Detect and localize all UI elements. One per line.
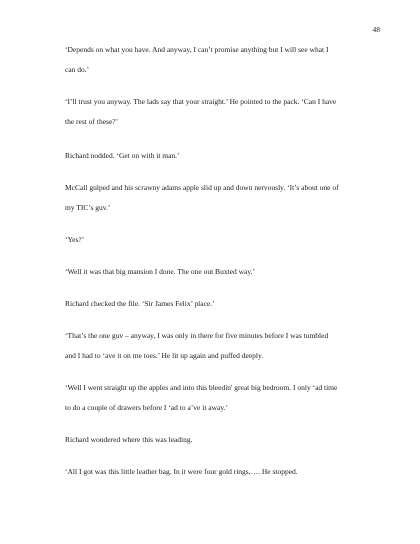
paragraph-7: [65, 299, 385, 309]
paragraph-line: to do a couple of drawers before I ‘ad to a’ve it away.’: [65, 403, 228, 412]
paragraph-line: Richard wondered where this was leading.: [65, 435, 193, 444]
paragraph-line: ‘Well I went straight up the apples and into this bleedin' great big bedroom. I only ‘ad time: [65, 383, 338, 392]
paragraph-line: McCall gulped and his scrawny adams apple slid up and down nervously. ‘It’s about one of: [65, 183, 339, 192]
paragraph-5: [65, 235, 385, 245]
paragraph-line: ‘Well it was that big mansion I done. The one out Buxted way.’: [65, 267, 255, 276]
paragraph-line: ‘Depends on what you have. And anyway, I can’t promise anything but I will see what I: [65, 45, 329, 54]
paragraph-line: my TIC’s guv.’: [65, 203, 111, 212]
paragraph-4: [65, 183, 385, 213]
paragraph-line: ‘Yes?’: [65, 235, 85, 244]
paragraph-3: [65, 151, 385, 161]
paragraph-line: ‘I’ll trust you anyway. The lads say that your straight.’ He pointed to the pack. ‘Can I have: [65, 97, 337, 106]
paragraph-10: [65, 435, 385, 445]
paragraph-1: [65, 45, 385, 75]
paragraph-2: [65, 97, 385, 127]
paragraph-8: [65, 331, 385, 361]
paragraph-line: Richard checked the file. ‘Sir James Felix’ place.’: [65, 299, 215, 308]
paragraph-6: [65, 267, 385, 277]
paragraph-line: ‘All I got was this little leather bag. In it were four gold rings,…. He stopped.: [65, 467, 298, 476]
paragraph-line: ‘That’s the one guv – anyway, I was only in there for five minutes before I was tumbled: [65, 331, 329, 340]
paragraph-line: and I had to ‘ave it on me toes.’ He lit up again and puffed deeply.: [65, 351, 264, 360]
paragraph-9: [65, 383, 385, 413]
paragraph-line: can do.’: [65, 65, 90, 74]
paragraph-line: Richard nodded. ‘Get on with it man.’: [65, 151, 180, 160]
page-number: 48: [372, 25, 380, 34]
paragraph-11: [65, 467, 385, 477]
paragraph-line: the rest of these?’: [65, 117, 119, 126]
